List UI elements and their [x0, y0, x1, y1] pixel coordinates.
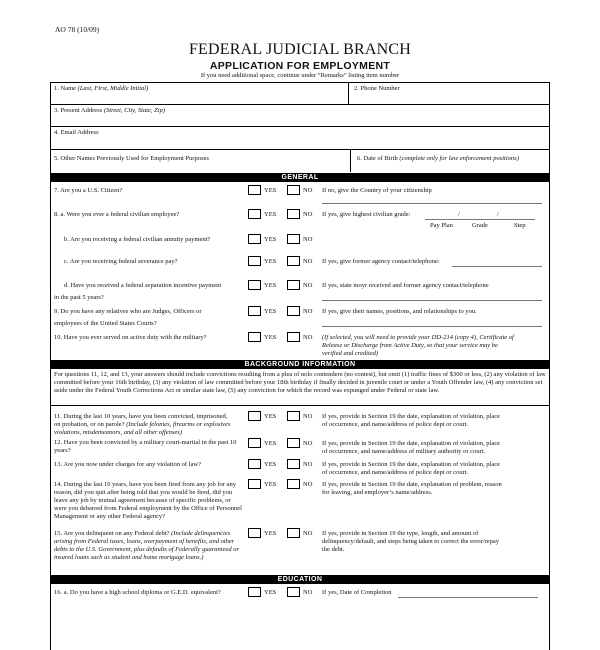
yes-label: YES — [264, 211, 277, 218]
yes-label: YES — [264, 334, 277, 341]
q16a-yes-checkbox[interactable] — [248, 587, 261, 597]
dob-label: 6. Date of Birth — [357, 155, 398, 162]
q15-if-text: If yes, provide in Section 19 the type, length, and amount of delinquency/default, and steps being taken to correct the error/repay the debt. — [322, 530, 500, 553]
question-16a: 16. a. Do you have a high school diploma or G.E.D. equivalent? — [54, 589, 221, 596]
q13-if-text: If yes, provide in Section 19 the date, explanation of violation, place of occurrence, and name/address of police dept or court. — [322, 461, 500, 476]
no-label: NO — [303, 481, 313, 488]
question-11-line1: 11. During the last 10 years, have you been convicted, imprisoned, — [54, 413, 228, 420]
q16a-no-checkbox[interactable] — [287, 587, 300, 597]
divider — [50, 126, 550, 127]
grade-caption: Grade — [472, 222, 488, 229]
question-8d-line1: d. Have you received a federal separation incentive payment — [64, 282, 222, 289]
address-label: 3. Present Address — [54, 107, 103, 114]
question-7: 7. Are you a U.S. Citizen? — [54, 187, 123, 194]
q11-if-text: If yes, provide in Section 19 the date, explanation of violation, place of occurrence, and name/address of police dept or court. — [322, 413, 500, 428]
q7-yes-checkbox[interactable] — [248, 185, 261, 195]
other-names-field[interactable]: 5. Other Names Previously Used for Employment Purposes — [54, 155, 209, 162]
q8a-if-text: If yes, give highest civilian grade: — [322, 211, 411, 218]
q12-no-checkbox[interactable] — [287, 438, 300, 448]
no-label: NO — [303, 440, 313, 447]
q15-text: 15. Are you delinquent on any Federal debt? — [54, 530, 170, 537]
background-intro: For questions 11, 12, and 13, your answers should include convictions resulting from a plea of nolo contendere (no contest), but omit (1) traffic fines of $300 or less, (2) any violation of law committed before your 16th birthday, (3) any violation of law committed before your 18th birthday if finally decided in juvenile court or under a Youth Offender law, (4) any conviction set aside under the Federal Youth Corrections Act or similar state law, (5) any conviction for which the record was expunged under Federal or state law. — [54, 371, 546, 394]
no-label: NO — [303, 308, 313, 315]
no-label: NO — [303, 530, 313, 537]
yes-label: YES — [264, 413, 277, 420]
yes-label: YES — [264, 589, 277, 596]
question-10: 10. Have you ever served on active duty with the military? — [54, 334, 207, 341]
q8c-if-text: If yes, give former agency contact/telephone: — [322, 258, 440, 265]
name-field[interactable] — [54, 85, 148, 93]
name-hint: (Last, First, Middle Initial) — [77, 85, 149, 92]
q15-hint: (Include delinquencies arising from Federal taxes, loans, overpayment of benefits, and other debts to the U.S. Government, plus defaults of Federally guaranteed or insured loans such as student and home mortgage loans.) — [54, 530, 240, 561]
q12-if-text: If yes, provide in Section 19 the date, explanation of violation, place of occurrence, and name/address of military authority or court. — [322, 440, 500, 455]
no-label: NO — [303, 461, 313, 468]
question-8b: b. Are you receiving a federal civilian annuity payment? — [64, 236, 211, 243]
section-header-education: EDUCATION — [50, 575, 550, 584]
divider — [348, 82, 349, 104]
q8a-yes-checkbox[interactable] — [248, 209, 261, 219]
q7-answer-line[interactable] — [322, 203, 542, 204]
q14-yes-checkbox[interactable] — [248, 479, 261, 489]
q8d-no-checkbox[interactable] — [287, 280, 300, 290]
question-15 — [54, 530, 244, 562]
yes-label: YES — [264, 481, 277, 488]
q8b-yes-checkbox[interactable] — [248, 234, 261, 244]
q8d-if-text: If yes, state moyr received and former agency contact/telephone — [322, 282, 489, 289]
question-9-line1: 9. Do you have any relatives who are Judges, Officers or — [54, 308, 202, 315]
q10-note-line1: (If selected, you will need to provide your DD-214 (copy 4), Certificate of — [322, 334, 514, 341]
q11-hint: (Include felonies, firearms or explosives — [126, 421, 231, 428]
form-note: If you need additional space, continue under “Remarks” listing item number — [200, 72, 400, 79]
q10-note-line2: Release or Discharge from Active Duty, so that your service may be — [322, 342, 498, 349]
q11-text: on probation, or on parole? — [54, 421, 125, 428]
q8b-no-checkbox[interactable] — [287, 234, 300, 244]
no-label: NO — [303, 258, 313, 265]
form-subtitle: APPLICATION FOR EMPLOYMENT — [209, 60, 391, 72]
dob-hint: (complete only for law enforcement positions) — [399, 155, 519, 162]
yes-label: YES — [264, 258, 277, 265]
q9-if-text: If yes, give their names, positions, and relationships to you. — [322, 308, 477, 315]
q14-no-checkbox[interactable] — [287, 479, 300, 489]
dob-field[interactable] — [357, 155, 519, 163]
q8d-yes-checkbox[interactable] — [248, 280, 261, 290]
no-label: NO — [303, 589, 313, 596]
no-label: NO — [303, 236, 313, 243]
question-14: 14. During the last 10 years, have you been fired from any job for any reason, did you quit after being told that you would be fired, did you leave any job by mutual agreement because of specific problems, or were you debarred from Federal employment by the Office of Personnel Management or any other Federal agency? — [54, 481, 242, 520]
no-label: NO — [303, 413, 313, 420]
q9-yes-checkbox[interactable] — [248, 306, 261, 316]
q15-no-checkbox[interactable] — [287, 528, 300, 538]
q7-if-text: If no, give the Country of your citizenship — [322, 187, 432, 194]
grade-slash: / — [458, 211, 460, 218]
question-11-line2 — [54, 421, 230, 429]
divider — [50, 149, 550, 150]
yes-label: YES — [264, 308, 277, 315]
no-label: NO — [303, 211, 313, 218]
q8a-no-checkbox[interactable] — [287, 209, 300, 219]
q8c-no-checkbox[interactable] — [287, 256, 300, 266]
no-label: NO — [303, 334, 313, 341]
question-8c: c. Are you receiving federal severance pay? — [64, 258, 178, 265]
step-caption: Step — [514, 222, 526, 229]
divider — [50, 104, 550, 105]
q12-yes-checkbox[interactable] — [248, 438, 261, 448]
q11-no-checkbox[interactable] — [287, 411, 300, 421]
question-13: 13. Are you now under charges for any violation of law? — [54, 461, 201, 468]
email-field[interactable]: 4. Email Address — [54, 129, 99, 136]
no-label: NO — [303, 282, 313, 289]
q14-if-text: If yes, provide in Section 19 the date, explanation of problem, reason for leaving, and employer’s name/address. — [322, 481, 502, 496]
divider — [350, 149, 351, 172]
yes-label: YES — [264, 461, 277, 468]
address-field[interactable] — [54, 107, 165, 115]
question-8a: 8. a. Were you ever a federal civilian employee? — [54, 211, 180, 218]
section-header-background: BACKGROUND INFORMATION — [50, 360, 550, 369]
q16a-if-text: If yes, Date of Completion — [322, 589, 392, 596]
question-8d-line2: in the past 5 years? — [54, 294, 104, 301]
grade-answer-line[interactable] — [425, 219, 535, 220]
q15-yes-checkbox[interactable] — [248, 528, 261, 538]
yes-label: YES — [264, 282, 277, 289]
q10-note-line3: verified and credited) — [322, 350, 379, 357]
question-9-line2: employees of the United States Courts? — [54, 320, 157, 327]
q9-no-checkbox[interactable] — [287, 306, 300, 316]
yes-label: YES — [264, 187, 277, 194]
divider — [50, 405, 550, 406]
yes-label: YES — [264, 236, 277, 243]
q8d-answer-line[interactable] — [322, 300, 542, 301]
q13-no-checkbox[interactable] — [287, 459, 300, 469]
question-12: 12. Have you been convicted by a military court-martial in the past 10 years? — [54, 439, 237, 454]
q9-answer-line[interactable] — [322, 326, 542, 327]
address-hint: (Street, City, State, Zip) — [103, 107, 165, 114]
no-label: NO — [303, 187, 313, 194]
q10-no-checkbox[interactable] — [287, 332, 300, 342]
completion-date-line[interactable] — [398, 597, 538, 598]
q10-yes-checkbox[interactable] — [248, 332, 261, 342]
q8c-answer-line[interactable] — [452, 266, 542, 267]
q8c-yes-checkbox[interactable] — [248, 256, 261, 266]
grade-slash: / — [497, 211, 499, 218]
form-code: AO 78 (10/09) — [55, 25, 100, 34]
q7-no-checkbox[interactable] — [287, 185, 300, 195]
pay-plan-caption: Pay Plan — [430, 222, 453, 229]
q11-yes-checkbox[interactable] — [248, 411, 261, 421]
name-label: 1. Name — [54, 85, 77, 92]
q13-yes-checkbox[interactable] — [248, 459, 261, 469]
yes-label: YES — [264, 440, 277, 447]
form-title: FEDERAL JUDICIAL BRANCH — [188, 41, 412, 58]
question-11-line3: violations, misdemeanors, and all other offenses) — [54, 429, 183, 436]
yes-label: YES — [264, 530, 277, 537]
section-header-general: GENERAL — [50, 173, 550, 182]
phone-field[interactable]: 2. Phone Number — [354, 85, 400, 92]
